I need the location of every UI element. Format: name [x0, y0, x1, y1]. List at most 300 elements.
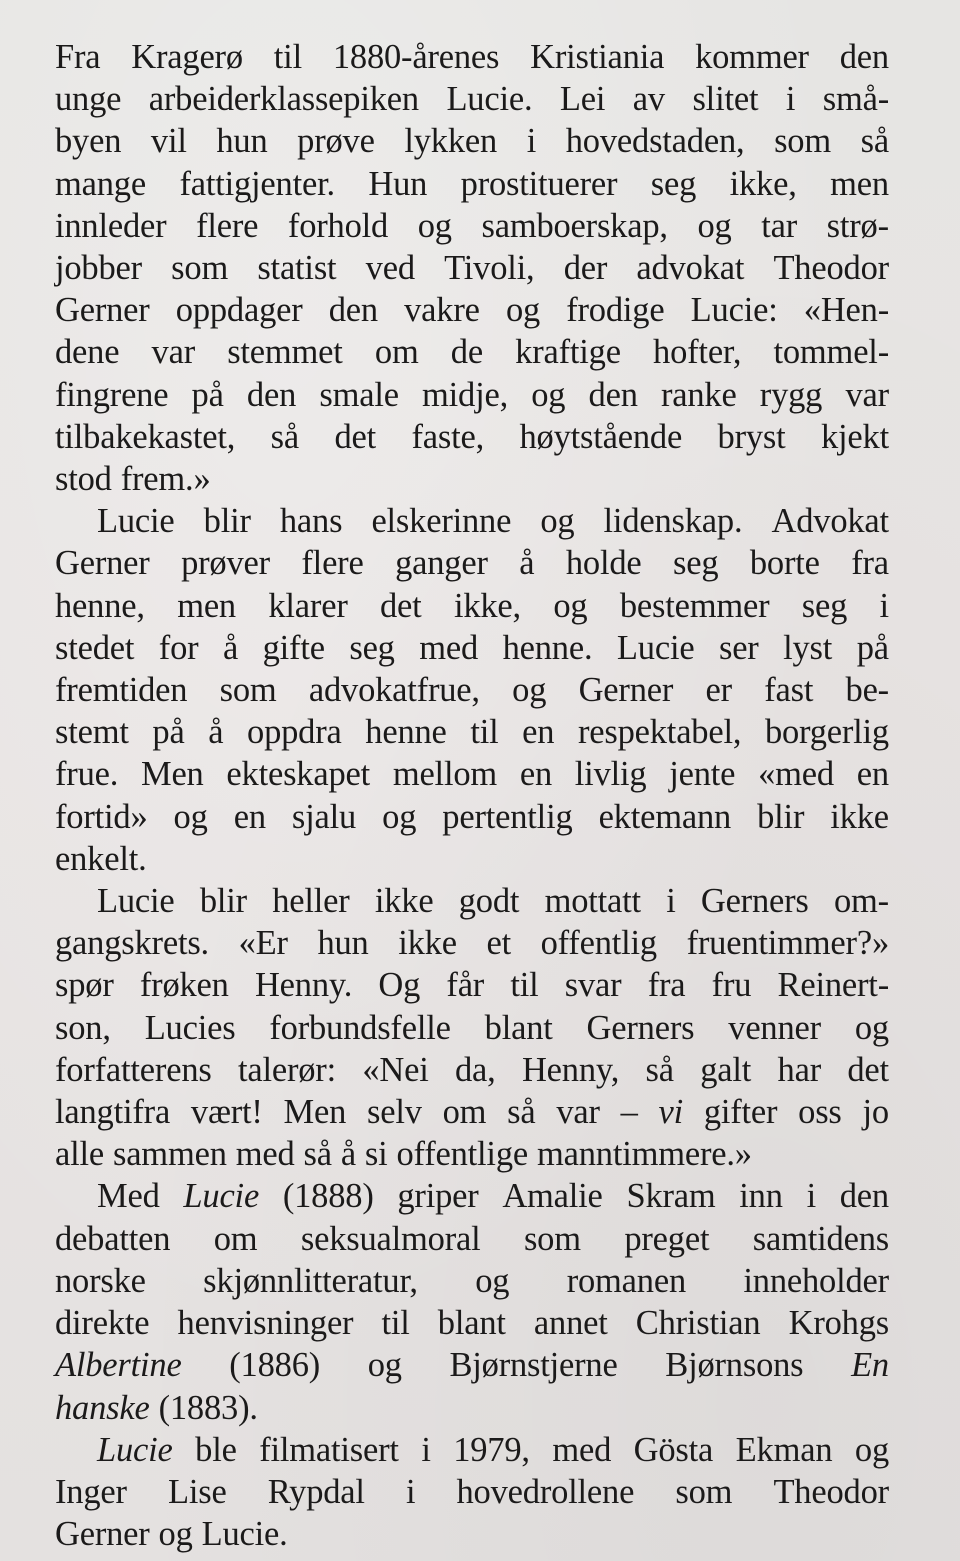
word: Lucies: [144, 1008, 236, 1047]
word: fingrene: [55, 375, 169, 414]
text-line: [55, 627, 889, 669]
text-line: [55, 669, 889, 711]
word: blant: [484, 1008, 553, 1047]
word: fra: [851, 544, 889, 583]
word: og: [531, 375, 566, 414]
word: skjønnlitteratur,: [203, 1261, 418, 1300]
word: alle: [55, 1135, 104, 1174]
word: samtidens: [752, 1219, 889, 1258]
word: prøve: [297, 122, 375, 161]
word: den: [839, 38, 889, 76]
word: som: [774, 122, 831, 161]
word: og: [854, 1008, 889, 1047]
word: respektabel,: [577, 713, 742, 752]
word: (1886): [229, 1346, 321, 1385]
word: advokat: [636, 249, 745, 288]
text-line: [55, 416, 889, 458]
text-line: [55, 1344, 889, 1386]
word: og: [553, 586, 588, 625]
word: oppdager: [175, 291, 303, 330]
word: seg: [349, 628, 395, 667]
word: offentlig: [540, 924, 657, 963]
word: til: [510, 966, 539, 1005]
word: på: [191, 375, 224, 414]
word: Kragerø: [131, 38, 243, 76]
word: så: [860, 122, 889, 161]
word: med: [235, 1135, 295, 1174]
word: en: [522, 713, 555, 752]
word: får: [446, 966, 485, 1005]
word: livlig: [574, 755, 647, 794]
word: lyst: [783, 628, 833, 667]
word: fattigjenter.: [179, 164, 335, 203]
word: Gerner: [55, 1515, 150, 1554]
word: forbundsfelle: [269, 1008, 451, 1047]
word: –: [620, 1093, 638, 1132]
word: seg: [650, 164, 697, 203]
word: blir: [199, 882, 247, 921]
word: Gerners: [586, 1008, 695, 1047]
word: smale: [319, 375, 399, 414]
word: oppdra: [247, 713, 342, 752]
word: sammen: [112, 1135, 227, 1174]
text-line: [55, 880, 889, 922]
word: flere: [301, 544, 364, 583]
word: spør: [55, 966, 114, 1005]
word: lykken: [404, 122, 498, 161]
paragraph: [55, 36, 889, 500]
word: i: [526, 122, 537, 161]
word: ranke: [660, 375, 737, 414]
text-line: [55, 1471, 889, 1513]
text-line: [55, 458, 889, 500]
word: ble: [195, 1430, 237, 1469]
word: mange: [55, 164, 146, 203]
word: henvisninger: [177, 1304, 354, 1343]
word: faste,: [411, 417, 485, 456]
word: dene: [55, 333, 120, 372]
word: son,: [55, 1008, 111, 1047]
word: så: [303, 1135, 332, 1174]
word: klarer: [268, 586, 348, 625]
word: strø-: [826, 206, 889, 245]
word: Gerner: [578, 671, 674, 710]
text-line: [55, 1091, 889, 1133]
word: hovedstaden,: [565, 122, 745, 161]
word: og: [512, 671, 547, 710]
word: å: [519, 544, 535, 583]
word: vakre: [404, 291, 480, 330]
text-line: [55, 922, 889, 964]
text-line: [55, 1513, 889, 1555]
word: annet: [533, 1304, 608, 1343]
word: stemmet: [227, 333, 343, 372]
word: frøken: [139, 966, 229, 1005]
word: romanen: [566, 1261, 687, 1300]
paragraph: [55, 1175, 889, 1428]
word: stemt: [55, 713, 129, 752]
word: som: [219, 671, 277, 710]
word: Men: [140, 755, 204, 794]
italic-word: hanske: [55, 1388, 150, 1427]
text-line: [55, 1175, 889, 1217]
word: Lise: [167, 1472, 227, 1511]
word: gifter: [703, 1093, 778, 1132]
word: stod: [55, 460, 112, 499]
word: og: [382, 797, 417, 836]
word: blir: [203, 502, 251, 541]
word: Gerners: [700, 882, 809, 921]
word: var: [151, 333, 195, 372]
word: Lei: [559, 80, 606, 119]
word: forfatterens: [55, 1050, 212, 1089]
word: Henny.: [254, 966, 353, 1005]
word: kommer: [695, 38, 809, 76]
word: i: [785, 80, 796, 119]
word: hun: [317, 924, 369, 963]
word: henne.: [502, 628, 593, 667]
word: norske: [55, 1261, 146, 1300]
word: stedet: [55, 628, 135, 667]
word: små-: [822, 80, 889, 119]
word: Men: [283, 1093, 347, 1132]
word: Gerner: [55, 544, 150, 583]
text-line: [55, 711, 889, 753]
text-line: [55, 1007, 889, 1049]
word: ganger: [395, 544, 488, 583]
word: kjekt: [820, 417, 889, 456]
word: jobber: [55, 249, 142, 288]
word: det: [847, 1050, 889, 1089]
word: borgerlig: [764, 713, 889, 752]
word: offentlige: [396, 1135, 528, 1174]
word: preget: [624, 1219, 710, 1258]
word: en: [856, 755, 889, 794]
word: Skram: [626, 1177, 716, 1216]
word: enkelt.: [55, 839, 147, 878]
word: pertentlig: [442, 797, 573, 836]
word: og: [158, 1515, 193, 1554]
word: blir: [757, 797, 805, 836]
word: gifte: [262, 628, 325, 667]
word: henne: [365, 713, 447, 752]
word: ikke: [374, 882, 434, 921]
word: 1979,: [453, 1430, 530, 1469]
word: galt: [700, 1050, 752, 1089]
word: griper: [397, 1177, 479, 1216]
word: fruentimmer?»: [686, 924, 889, 963]
word: holde: [565, 544, 642, 583]
word: be-: [845, 671, 889, 710]
text-line: [55, 1387, 889, 1429]
word: ekteskapet: [226, 755, 371, 794]
word: «Hen-: [803, 291, 889, 330]
word: direkte: [55, 1304, 150, 1343]
word: si: [364, 1135, 388, 1174]
word: selv: [367, 1093, 422, 1132]
word: Christian: [635, 1304, 761, 1343]
word: seg: [801, 586, 848, 625]
word: var: [556, 1093, 600, 1132]
word: midje,: [422, 375, 509, 414]
word: med: [419, 628, 479, 667]
word: inneholder: [743, 1261, 889, 1300]
word: der: [563, 249, 608, 288]
word: Rypdal: [267, 1472, 365, 1511]
word: Bjørnsons: [665, 1346, 804, 1385]
word: manntimmere.»: [536, 1135, 752, 1174]
word: frue.: [55, 755, 119, 794]
text-line: [55, 331, 889, 373]
word: men: [177, 586, 236, 625]
word: og: [417, 206, 452, 245]
word: og: [540, 502, 575, 541]
word: Advokat: [771, 502, 889, 541]
word: til: [381, 1304, 410, 1343]
word: bestemmer: [619, 586, 770, 625]
word: et: [486, 924, 511, 963]
word: på: [856, 628, 889, 667]
word: høytstående: [519, 417, 683, 456]
word: Hun: [368, 164, 428, 203]
text-line: [55, 1429, 889, 1471]
word: i: [806, 1177, 816, 1216]
word: slitet: [692, 80, 759, 119]
word: i: [421, 1430, 431, 1469]
word: statist: [257, 249, 337, 288]
word: Lucie: [97, 502, 175, 541]
word: Lucie.: [201, 1515, 288, 1554]
word: frem.»: [120, 460, 211, 499]
word: da,: [455, 1050, 496, 1089]
word: Lucie: [616, 628, 695, 667]
word: en: [519, 755, 552, 794]
word: frodige: [566, 291, 665, 330]
word: «med: [758, 755, 834, 794]
word: i: [405, 1472, 416, 1511]
word: tilbakekastet,: [55, 417, 236, 456]
word: og: [173, 797, 208, 836]
word: venner: [728, 1008, 821, 1047]
word: en: [233, 797, 266, 836]
word: unge: [55, 80, 122, 119]
word: som: [171, 249, 229, 288]
word: prøver: [181, 544, 270, 583]
word: flere: [196, 206, 259, 245]
word: til: [273, 38, 302, 76]
word: Theodor: [773, 1472, 889, 1511]
word: mellom: [392, 755, 498, 794]
word: Ekman: [735, 1430, 833, 1469]
word: Tivoli,: [444, 249, 535, 288]
word: seksualmoral: [300, 1219, 481, 1258]
word: jo: [862, 1093, 889, 1132]
word: av: [632, 80, 665, 119]
word: fra: [647, 966, 686, 1005]
word: «Er: [238, 924, 288, 963]
word: oss: [798, 1093, 842, 1132]
word: det: [334, 417, 376, 456]
word: ektemann: [598, 797, 732, 836]
word: det: [380, 586, 422, 625]
word: Gösta: [633, 1430, 714, 1469]
word: for: [158, 628, 199, 667]
text-line: [55, 1133, 889, 1175]
word: langtifra: [55, 1093, 171, 1132]
text-line: [55, 374, 889, 416]
italic-word: Lucie: [183, 1177, 260, 1216]
text-line: [55, 78, 889, 120]
italic-word: Lucie: [97, 1430, 173, 1469]
word: prostituerer: [460, 164, 618, 203]
word: 1880-årenes: [332, 38, 500, 76]
text-line: [55, 585, 889, 627]
word: i: [879, 586, 889, 625]
word: henne,: [55, 586, 145, 625]
word: samboerskap,: [481, 206, 668, 245]
word: ser: [718, 628, 759, 667]
word: arbeiderklassepiken: [148, 80, 419, 119]
word: hans: [279, 502, 343, 541]
word: hofter,: [653, 333, 742, 372]
word: å: [340, 1135, 356, 1174]
text-line: [55, 1218, 889, 1260]
word: debatten: [55, 1219, 171, 1258]
word: til: [470, 713, 499, 752]
word: kraftige: [515, 333, 621, 372]
word: inn: [739, 1177, 783, 1216]
text-line: [55, 753, 889, 795]
text-line: [55, 542, 889, 584]
word: tommel-: [773, 333, 889, 372]
word: «Nei: [362, 1050, 429, 1089]
word: advokatfrue,: [308, 671, 480, 710]
word: hovedrollene: [456, 1472, 635, 1511]
word: om: [213, 1219, 258, 1258]
text-line: [55, 1260, 889, 1302]
word: Amalie: [502, 1177, 603, 1216]
word: den: [839, 1177, 889, 1216]
word: fast: [764, 671, 814, 710]
word: talerør:: [237, 1050, 336, 1089]
italic-word: vi: [658, 1093, 683, 1132]
word: Inger: [55, 1472, 127, 1511]
word: ikke: [398, 924, 457, 963]
word: fru: [711, 966, 752, 1005]
word: Henny,: [521, 1050, 620, 1089]
text-line: [55, 796, 889, 838]
word: med: [552, 1430, 612, 1469]
text-line: [55, 1049, 889, 1091]
word: (1888): [282, 1177, 374, 1216]
word: Reinert-: [777, 966, 889, 1005]
word: Med: [97, 1177, 160, 1216]
paragraph: [55, 500, 889, 880]
word: som: [523, 1219, 581, 1258]
word: så: [645, 1050, 674, 1089]
word: Theodor: [773, 249, 889, 288]
word: gangskrets.: [55, 924, 209, 963]
word: sjalu: [291, 797, 357, 836]
word: jente: [669, 755, 736, 794]
word: fortid»: [55, 797, 148, 836]
word: innleder: [55, 206, 167, 245]
word: som: [675, 1472, 733, 1511]
word: Og: [378, 966, 421, 1005]
word: men: [830, 164, 889, 203]
word: om-: [833, 882, 889, 921]
word: Fra: [55, 38, 101, 76]
word: og: [697, 206, 732, 245]
word: å: [208, 713, 224, 752]
word: og: [854, 1430, 889, 1469]
text-line: [55, 838, 889, 880]
word: mottatt: [544, 882, 641, 921]
word: Kristiania: [530, 38, 665, 76]
word: er: [705, 671, 732, 710]
paragraph: [55, 880, 889, 1175]
word: og: [367, 1346, 402, 1385]
word: tar: [761, 206, 798, 245]
word: seg: [672, 544, 719, 583]
text-line: [55, 247, 889, 289]
text-line: [55, 163, 889, 205]
word: vil: [150, 122, 187, 161]
text-line: [55, 205, 889, 247]
italic-word: En: [851, 1346, 889, 1385]
word: den: [328, 291, 378, 330]
word: borte: [749, 544, 820, 583]
word: byen: [55, 122, 122, 161]
word: ikke,: [453, 586, 521, 625]
word: Krohgs: [788, 1304, 889, 1343]
word: på: [152, 713, 185, 752]
word: godt: [458, 882, 520, 921]
word: ikke,: [729, 164, 797, 203]
word: og: [505, 291, 541, 330]
word: og: [475, 1261, 510, 1300]
word: heller: [272, 882, 350, 921]
word: rygg: [759, 375, 823, 414]
word: hun: [216, 122, 268, 161]
word: å: [222, 628, 239, 667]
word: elskerinne: [371, 502, 512, 541]
word: vært!: [190, 1093, 263, 1132]
word: Lucie: [97, 882, 175, 921]
italic-word: Albertine: [55, 1346, 182, 1385]
word: var: [845, 375, 889, 414]
word: om: [442, 1093, 487, 1132]
word: Lucie.: [446, 80, 533, 119]
text-line: [55, 289, 889, 331]
word: blant: [437, 1304, 506, 1343]
word: (1883).: [158, 1388, 258, 1427]
word: de: [450, 333, 483, 372]
word: Bjørnstjerne: [449, 1346, 618, 1385]
word: har: [777, 1050, 821, 1089]
word: om: [374, 333, 419, 372]
paragraph: [55, 1429, 889, 1556]
word: forhold: [287, 206, 389, 245]
text-line: [55, 500, 889, 542]
word: Lucie:: [690, 291, 778, 330]
word: i: [666, 882, 676, 921]
word: så: [270, 417, 299, 456]
word: fremtiden: [55, 671, 188, 710]
word: så: [507, 1093, 536, 1132]
text-line: [55, 964, 889, 1006]
word: svar: [564, 966, 622, 1005]
